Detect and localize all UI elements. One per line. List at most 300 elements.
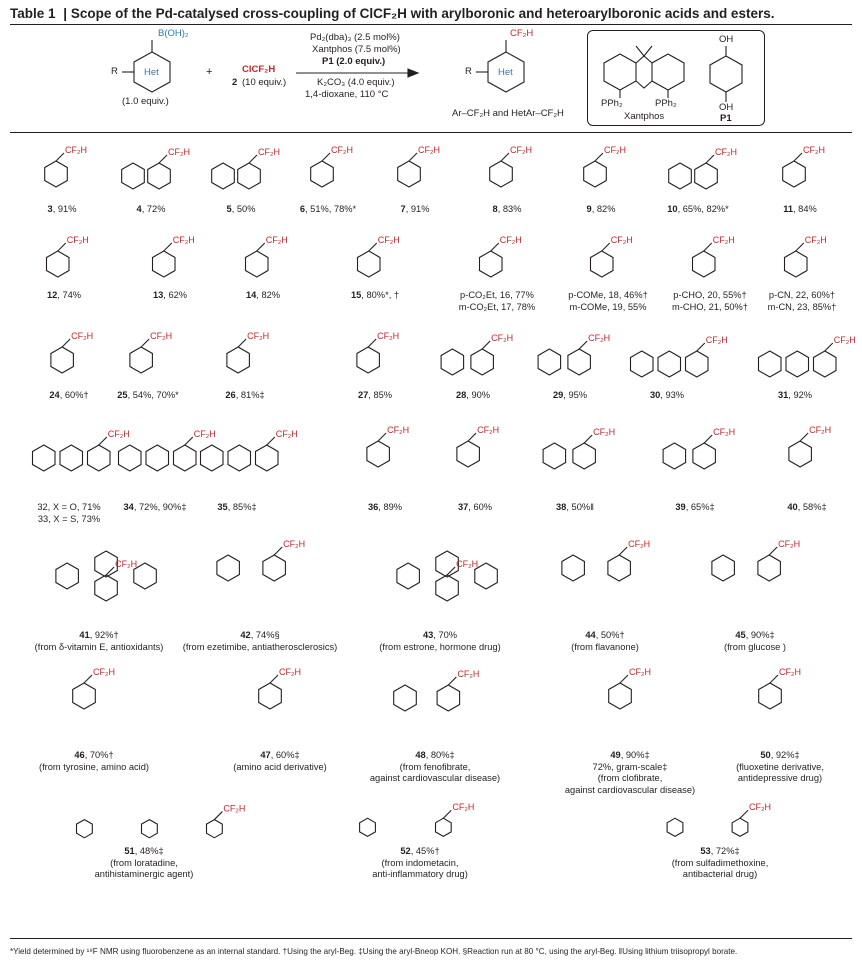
ring	[263, 555, 286, 581]
xantphos-pph2-left: PPh₂	[601, 98, 623, 109]
compound-structure	[418, 324, 528, 390]
bond	[468, 433, 476, 441]
cf2h-label: CF₂H	[247, 331, 270, 341]
compound-number: 26	[225, 390, 236, 400]
bottom-rule	[10, 938, 852, 939]
ring	[142, 820, 158, 838]
reagent1-r: R	[111, 66, 118, 77]
bond	[56, 153, 64, 161]
bond	[595, 153, 603, 161]
compound-structure	[420, 418, 530, 502]
bond	[796, 243, 804, 251]
yield-text: , 54%, 70%*	[127, 390, 179, 400]
bond	[697, 343, 705, 351]
bond	[482, 341, 490, 349]
yield-line	[515, 390, 625, 402]
product-label: Ar–CF₂H and HetAr–CF₂H	[452, 108, 564, 119]
ring	[480, 251, 503, 277]
entry-note: (from indometacin,	[381, 857, 459, 868]
yield-line	[650, 204, 746, 216]
yield-text: , 89%	[378, 502, 403, 512]
cf2h-label: CF₂H	[418, 145, 440, 155]
cf2h-label: CF₂H	[65, 145, 87, 155]
cf2h-label: CF₂H	[610, 235, 633, 245]
ring	[437, 685, 460, 711]
compound-number: 29	[552, 390, 564, 400]
bond	[704, 435, 712, 443]
compound-number: 3	[47, 204, 53, 214]
compound-structure	[600, 800, 840, 846]
ring	[134, 563, 157, 589]
compound-structure	[193, 138, 289, 204]
bond	[491, 243, 499, 251]
reagent2-id: 2	[232, 77, 238, 88]
compound-number: 14	[245, 290, 257, 300]
compound-entry	[459, 138, 555, 220]
ring	[457, 441, 480, 467]
yield-text: , 80%*, †	[361, 290, 400, 300]
compound-entry	[280, 800, 560, 932]
ring	[146, 445, 169, 471]
ring	[562, 555, 585, 581]
compound-caption	[14, 750, 174, 773]
cf2h-label: CF₂H	[477, 425, 500, 435]
bond	[249, 155, 257, 163]
compound-entry	[447, 228, 547, 320]
compound-number: 37	[457, 502, 469, 512]
yield-line	[670, 630, 840, 642]
compound-number: 6	[299, 204, 305, 214]
compound-structure	[103, 138, 199, 204]
yield-text: , 51%, 78%*	[305, 204, 357, 214]
cf2h-label: CF₂H	[809, 425, 832, 435]
yield-line: 32, X = O, 71%	[37, 502, 101, 512]
ring	[814, 351, 837, 377]
compound-structure	[325, 228, 425, 290]
bond	[274, 547, 282, 555]
compound-number: 42	[240, 630, 251, 640]
compound-caption	[550, 750, 710, 796]
yield-line	[14, 750, 174, 762]
yield-line	[93, 390, 203, 402]
product-ring	[476, 40, 524, 92]
compound-entry	[670, 530, 840, 656]
compound-caption	[752, 204, 848, 216]
compound-number: 8	[492, 204, 498, 214]
entry-note: (from glucose )	[724, 641, 786, 652]
compound-structure	[280, 800, 560, 846]
yield-line	[280, 846, 560, 858]
cf2h-label: CF₂H	[779, 667, 801, 677]
compound-caption	[418, 390, 528, 402]
compound-entry	[650, 138, 746, 220]
compound-caption	[175, 630, 345, 653]
yield-line	[612, 390, 722, 402]
ring	[360, 818, 376, 836]
compound-structure	[280, 138, 376, 204]
entry-note: (from ezetimibe, antiatherosclerosics)	[182, 641, 338, 652]
yield-text: , 50%‖	[566, 502, 594, 512]
compound-number: 45	[735, 630, 746, 640]
ring	[695, 163, 718, 189]
ring	[217, 555, 240, 581]
compound-entry	[420, 418, 530, 524]
yield-text: , 85%	[368, 390, 393, 400]
compound-caption	[558, 290, 658, 313]
yield-line	[175, 630, 345, 642]
yield-text: , 45%†	[410, 846, 440, 856]
yield-line	[752, 204, 848, 216]
yield-text: , 74%§	[250, 630, 280, 640]
ring	[358, 251, 381, 277]
cf2h-label: CF₂H	[629, 667, 651, 677]
bond	[368, 339, 376, 347]
compound-entry	[355, 530, 525, 656]
yield-text: , 92%†	[89, 630, 119, 640]
yield-line	[320, 390, 430, 402]
ring	[591, 251, 614, 277]
entry-note: (from fenofibrate,	[399, 761, 471, 772]
compound-caption	[182, 502, 292, 514]
yield-text: , 70%	[433, 630, 458, 640]
compound-caption	[650, 204, 746, 216]
compound-structure	[14, 530, 184, 630]
bond	[378, 433, 386, 441]
ligand-name: Xantphos	[624, 111, 665, 122]
compound-structure	[367, 138, 463, 204]
ring	[119, 445, 142, 471]
compound-structure	[550, 660, 710, 750]
compound-caption	[752, 502, 862, 514]
table-caption: Scope of the Pd-catalysed cross-coupling of ClCF₂H with arylboronic and heteroarylboronic acids and esters.	[70, 6, 775, 21]
compound-caption	[670, 630, 840, 653]
yield-line	[14, 290, 114, 302]
ring	[95, 551, 118, 577]
ring	[759, 351, 782, 377]
entry-note: (from clofibrate,	[597, 773, 663, 783]
entry-note2: against cardiovascular disease)	[564, 784, 696, 795]
compound-structure	[14, 800, 274, 846]
product-r: R	[465, 66, 472, 77]
compound-number: 30	[649, 390, 661, 400]
yield-line: m-CHO, 21, 50%†	[672, 301, 748, 312]
compound-entry	[520, 418, 630, 524]
entry-extra: 72%, gram-scale‡	[592, 761, 668, 772]
cf2h-label: CF₂H	[705, 335, 728, 345]
cf2h-label: CF₂H	[628, 539, 651, 549]
yield-line	[280, 204, 376, 216]
cf2h-label: CF₂H	[803, 145, 825, 155]
bond	[770, 675, 778, 683]
ring	[394, 685, 417, 711]
compound-entry	[355, 660, 515, 800]
compound-entry	[280, 138, 376, 220]
cf2h-label: CF₂H	[387, 425, 410, 435]
compound-number: 50	[760, 750, 771, 760]
yield-line: 33, X = S, 73%	[37, 513, 101, 524]
compound-structure	[670, 530, 840, 630]
compound-number: 47	[260, 750, 271, 760]
reagent-ring	[122, 40, 170, 92]
cf2h-label: CF₂H	[283, 539, 306, 549]
compound-caption	[213, 290, 313, 302]
cf2h-label: CF₂H	[331, 145, 353, 155]
cf2h-label: CF₂H	[715, 147, 737, 157]
compound-number: 4	[136, 204, 142, 214]
yield-line	[355, 630, 525, 642]
ring	[568, 349, 591, 375]
reaction-scheme	[10, 24, 852, 129]
cf2h-label: CF₂H	[456, 559, 479, 569]
compound-caption	[600, 846, 840, 881]
cf2h-label: CF₂H	[258, 147, 280, 157]
bond	[794, 153, 802, 161]
compound-entry	[320, 324, 430, 412]
compound-number: 7	[400, 204, 406, 214]
compound-caption	[103, 204, 199, 216]
ring	[783, 161, 806, 187]
ring	[256, 445, 279, 471]
table-label: Table 1	[10, 6, 56, 21]
compound-entry	[600, 800, 840, 932]
bond	[369, 243, 377, 251]
yield-line	[14, 630, 184, 642]
reagent1-equiv: (1.0 equiv.)	[122, 96, 169, 107]
ring	[584, 161, 607, 187]
plus-sign: +	[206, 66, 213, 78]
bond	[159, 155, 167, 163]
compound-caption	[14, 204, 110, 216]
bond	[825, 343, 833, 351]
compound-structure	[182, 418, 298, 502]
yield-text: , 84%	[793, 204, 817, 214]
ring	[658, 351, 681, 377]
bond	[58, 243, 66, 251]
cf2h-label: CF₂H	[713, 427, 736, 437]
compound-number: 28	[455, 390, 467, 400]
compound-number: 38	[556, 502, 567, 512]
yield-line: p-CO₂Et, 16, 77%	[460, 290, 534, 300]
yield-line: p-COMe, 18, 46%†	[568, 290, 648, 300]
compound-entry	[553, 138, 649, 220]
compound-entry	[612, 324, 728, 412]
bond	[800, 433, 808, 441]
compound-number: 13	[152, 290, 164, 300]
compound-number: 31	[777, 390, 789, 400]
p1-oh-bottom: OH	[719, 102, 734, 113]
entry-note: (from loratadine,	[110, 857, 178, 868]
yield-text: , 91%	[52, 204, 77, 214]
compound-caption	[420, 502, 530, 514]
compound-entry	[558, 228, 658, 320]
compound-number: 25	[117, 390, 128, 400]
compound-entry	[515, 324, 625, 412]
p1-oh-top: OH	[719, 34, 734, 45]
compound-structure	[752, 418, 862, 502]
ring	[543, 443, 566, 469]
reagent2-equiv: (10 equiv.)	[242, 77, 287, 88]
compound-caption	[520, 630, 690, 653]
yield-text: , 83%	[497, 204, 522, 214]
cf2h-label: CF₂H	[275, 429, 298, 439]
ring	[789, 441, 812, 467]
compound-caption	[14, 290, 114, 302]
yield-line	[553, 204, 649, 216]
compound-structure	[200, 660, 360, 750]
compound-number: 36	[367, 502, 379, 512]
reaction-arrow	[296, 69, 418, 77]
yield-line	[14, 204, 110, 216]
yield-line: p-CHO, 20, 55%†	[673, 290, 747, 300]
cf2h-label: CF₂H	[150, 331, 173, 341]
bond	[443, 810, 451, 818]
yield-line	[550, 750, 710, 762]
cf2h-label: CF₂H	[588, 333, 611, 343]
cf2h-label: CF₂H	[749, 802, 771, 813]
compound-number: 12	[46, 290, 58, 300]
ring	[609, 683, 632, 709]
compound-entry	[752, 228, 852, 320]
ring	[693, 443, 716, 469]
bond	[447, 567, 455, 575]
entry-note2: antihistaminergic agent)	[94, 869, 194, 879]
bond	[270, 675, 278, 683]
compound-number: 35	[217, 502, 228, 512]
yield-line: p-CN, 22, 60%†	[768, 290, 836, 300]
cf2h-label: CF₂H	[115, 559, 138, 569]
compound-caption	[190, 390, 300, 402]
cf2h-label: CF₂H	[71, 331, 94, 341]
compound-entry	[14, 138, 110, 220]
entry-note2: against cardiovascular disease)	[369, 773, 501, 783]
entry-note: (amino acid derivative)	[233, 761, 327, 772]
bond	[619, 547, 627, 555]
ring	[398, 161, 421, 187]
compound-entry	[193, 138, 289, 220]
compound-structure	[520, 530, 690, 630]
cf2h-label: CF₂H	[377, 235, 400, 245]
compound-number: 43	[422, 630, 434, 640]
condition-1: Pd₂(dba)₃ (2.5 mol%)	[310, 32, 400, 43]
compound-entry	[14, 228, 114, 320]
ring	[122, 163, 145, 189]
yield-line	[459, 204, 555, 216]
compound-entry	[700, 660, 860, 800]
yield-text: , 82%	[256, 290, 281, 300]
compound-number: 24	[49, 390, 60, 400]
yield-line	[325, 290, 425, 302]
yield-line	[600, 846, 840, 858]
compound-caption	[612, 390, 722, 402]
ring	[436, 551, 459, 577]
cf2h-label: CF₂H	[172, 235, 195, 245]
cf2h-label: CF₂H	[593, 427, 616, 437]
ring	[785, 251, 808, 277]
yield-line	[418, 390, 528, 402]
compound-caption	[355, 750, 515, 785]
ring	[227, 347, 250, 373]
compound-number: 15	[350, 290, 362, 300]
compound-structure	[120, 228, 220, 290]
compound-structure	[190, 324, 300, 390]
ring	[669, 163, 692, 189]
ring	[130, 347, 153, 373]
ring	[77, 820, 93, 838]
condition-5: 1,4-dioxane, 110 °C	[305, 89, 389, 100]
yield-text: , 95%	[563, 390, 588, 400]
ring	[45, 161, 68, 187]
bond	[706, 155, 714, 163]
compound-structure	[700, 660, 860, 750]
compound-entry	[325, 228, 425, 320]
compound-structure	[553, 138, 649, 204]
ring	[73, 683, 96, 709]
yield-text: , 48%‡	[134, 846, 164, 856]
compound-number: 5	[226, 204, 232, 214]
yield-text: , 60%‡	[270, 750, 300, 760]
yield-text: , 58%‡	[797, 502, 827, 512]
cf2h-label: CF₂H	[491, 333, 514, 343]
ring	[631, 351, 654, 377]
compound-structure	[660, 228, 760, 290]
yield-line	[190, 390, 300, 402]
cf2h-label: CF₂H	[193, 429, 216, 439]
cf2h-label: CF₂H	[107, 429, 130, 439]
yield-line	[355, 750, 515, 762]
yield-text: , 50%†	[595, 630, 625, 640]
compound-entry	[14, 800, 274, 932]
entry-note: (fluoxetine derivative,	[736, 761, 824, 772]
ring	[712, 555, 735, 581]
ring	[693, 251, 716, 277]
yield-line	[640, 502, 750, 514]
ring	[573, 443, 596, 469]
compound-number: 53	[700, 846, 711, 856]
table-label-separator: |	[63, 6, 71, 21]
yield-line	[193, 204, 289, 216]
yield-text: , 82%	[591, 204, 616, 214]
compound-number: 49	[610, 750, 621, 760]
ring	[201, 445, 224, 471]
reagent2-formula: ClCF₂H	[242, 64, 276, 75]
compound-entry	[213, 228, 313, 320]
yield-line: m-COMe, 19, 55%	[569, 301, 647, 312]
ring	[228, 445, 251, 471]
bond	[106, 567, 114, 575]
compound-structure	[612, 324, 728, 390]
yield-line	[700, 750, 860, 762]
compound-entry	[175, 530, 345, 656]
yield-text: , 93%	[660, 390, 685, 400]
yield-text: , 91%	[405, 204, 430, 214]
compound-structure	[520, 418, 630, 502]
bond	[704, 243, 712, 251]
bond	[62, 339, 70, 347]
ligand-box	[587, 30, 765, 126]
cf2h-label: CF₂H	[604, 145, 626, 155]
ring	[475, 563, 498, 589]
yield-text: , 72%	[141, 204, 166, 214]
yield-line	[520, 502, 630, 514]
compound-caption	[325, 290, 425, 302]
bond	[579, 341, 587, 349]
compound-entry	[660, 228, 760, 320]
cf2h-label: CF₂H	[452, 802, 475, 813]
cf2h-label: CF₂H	[457, 669, 480, 679]
compound-caption	[367, 204, 463, 216]
yield-line	[14, 846, 274, 858]
compound-structure	[355, 530, 525, 630]
